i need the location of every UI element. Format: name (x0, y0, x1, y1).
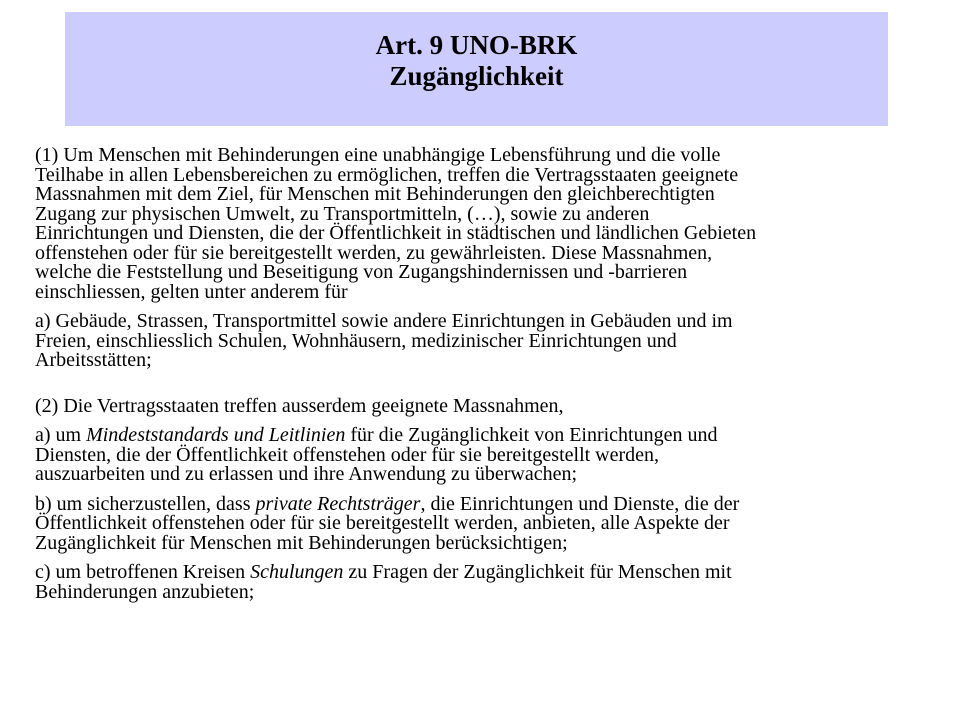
text-line: auszuarbeiten und zu erlassen und ihre Anwendung zu überwachen; (35, 463, 578, 485)
text-run: , die Einrichtungen und Dienste, die der (420, 492, 740, 515)
text-line: Behinderungen anzubieten; (35, 580, 255, 603)
item-1a (35, 312, 915, 371)
paragraph-2 (35, 394, 915, 417)
paragraph-1 (35, 146, 915, 302)
text-line: Einrichtungen und Diensten, die der Öffentlichkeit in städtischen und ländlichen Gebieten (35, 222, 757, 244)
text-line: offenstehen oder für sie bereitgestellt werden, zu gewährleisten. Diese Massnahmen, (35, 241, 713, 264)
emphasis-text: Mindeststandards und Leitlinien (86, 424, 346, 446)
emphasis-text: private Rechtsträger (255, 492, 421, 515)
text-line: a) Gebäude, Strassen, Transportmittel sowie andere Einrichtungen in Gebäuden und im (35, 310, 733, 332)
text-run: a) um (35, 424, 87, 446)
text-line: (2) Die Vertragsstaaten treffen ausserdem geeignete Massnahmen, (35, 394, 564, 417)
text-line: Öffentlichkeit offenstehen oder für sie bereitgestellt werden, anbieten, alle Aspekte der (35, 512, 730, 534)
text-line: Zugänglichkeit für Menschen mit Behinderungen berücksichtigen; (35, 531, 568, 554)
text-line: Freien, einschliesslich Schulen, Wohnhäusern, medizinischer Einrichtungen und (35, 329, 677, 352)
text-line: einschliessen, gelten unter anderem für (35, 280, 348, 303)
text-line (35, 426, 915, 446)
text-line: welche die Feststellung und Beseitigung von Zugangshindernissen und -barrieren (35, 261, 688, 283)
text-run: c) um betroffenen Kreisen (35, 561, 251, 583)
text-line (35, 563, 915, 583)
text-line: Zugang zur physischen Umwelt, zu Transportmitteln, (…), sowie zu anderen (35, 202, 650, 225)
title-box (65, 12, 888, 126)
text-run: für die Zugänglichkeit von Einrichtungen und (345, 424, 718, 446)
item-2b (35, 492, 915, 554)
text-run: b) um sicherzustellen, dass (35, 492, 256, 515)
slide-subtitle: Zugänglichkeit (389, 61, 564, 91)
text-line: Arbeitsstätten; (35, 349, 152, 371)
slide-title: Art. 9 UNO-BRK (375, 30, 578, 60)
text-run: zu Fragen der Zugänglichkeit für Menschen mit (343, 561, 732, 583)
text-line: Massnahmen mit dem Ziel, für Menschen mit Behinderungen den gleichberechtigten (35, 183, 715, 205)
text-line: Diensten, die der Öffentlichkeit offenstehen oder für sie bereitgestellt werden, (35, 443, 660, 466)
item-2c (35, 563, 915, 602)
article-text (35, 146, 915, 602)
item-2a (35, 426, 915, 485)
emphasis-text: Schulungen (250, 561, 344, 583)
text-line: Teilhabe in allen Lebensbereichen zu ermöglichen, treffen die Vertragsstaaten geeignete (35, 163, 739, 186)
text-line: (1) Um Menschen mit Behinderungen eine unabhängige Lebensführung und die volle (35, 144, 721, 166)
